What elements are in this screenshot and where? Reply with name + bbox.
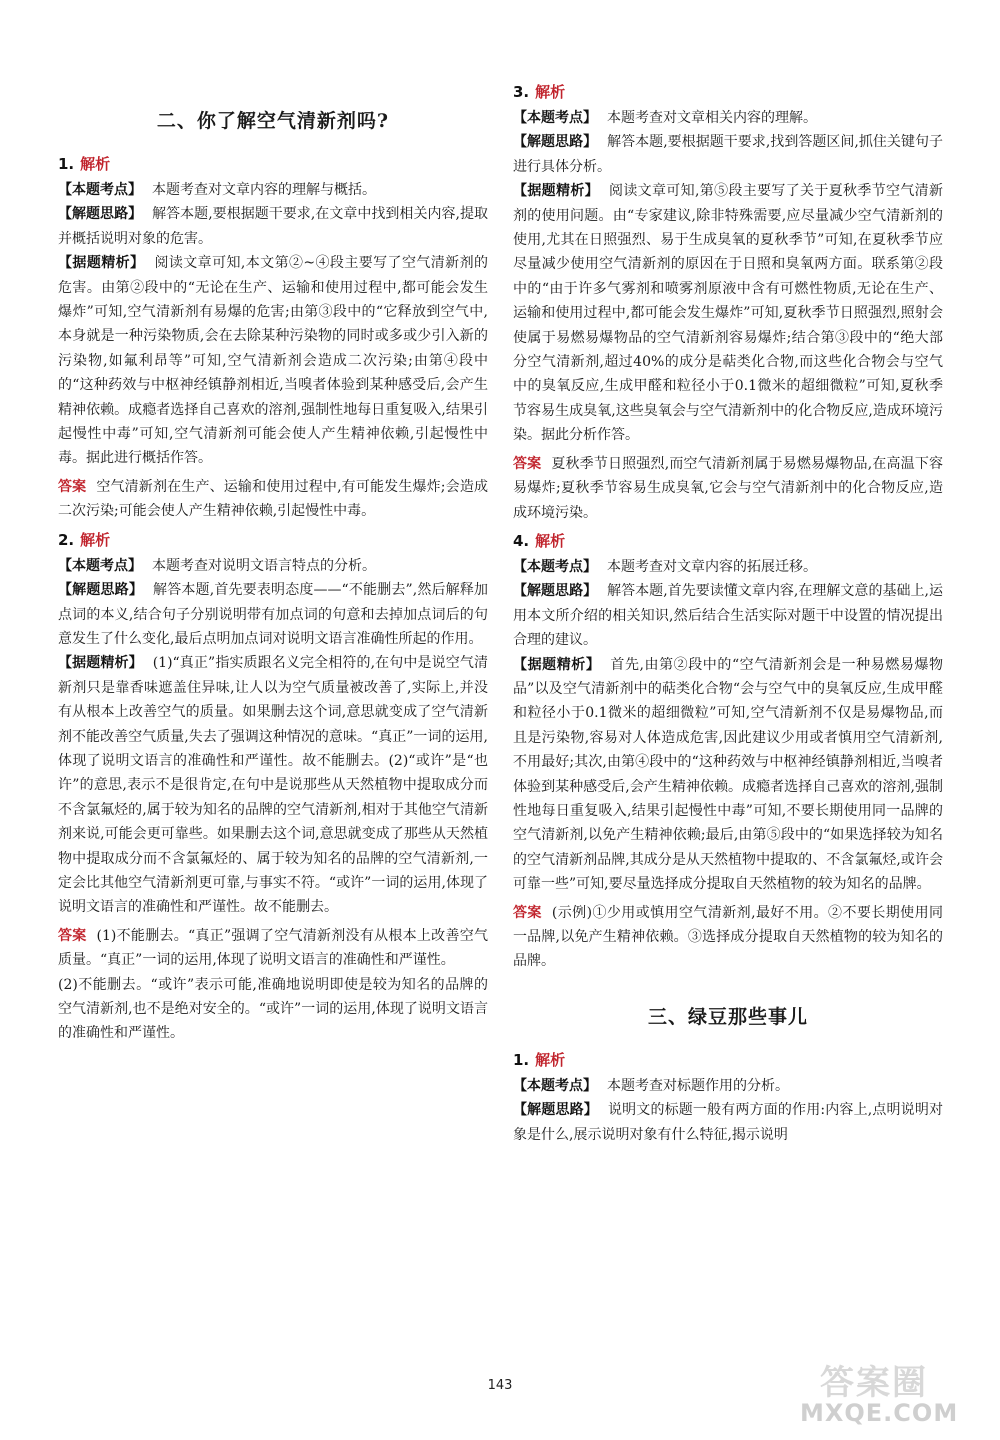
kaodian-paragraph (513, 1074, 943, 1098)
jingxi-paragraph (58, 651, 488, 919)
analysis-label: 解析 (535, 531, 566, 550)
silu-text: 解答本题,要根据题干要求,找到答题区间,抓住关键句子进行具体分析。 (513, 134, 943, 175)
watermark-text-bottom: MXQE.COM (800, 1399, 959, 1427)
analysis-label: 解析 (80, 530, 111, 549)
kaodian-text: 本题考查对文章内容的拓展迁移。 (607, 558, 817, 575)
jingxi-tag: 【据题精析】 (513, 656, 601, 673)
answer-tag: 答案 (58, 927, 87, 944)
question-number: 2. (58, 530, 75, 549)
question-header (58, 528, 488, 552)
answer-paragraph (513, 452, 943, 525)
silu-text: 说明文的标题一般有两方面的作用:内容上,点明说明对象是什么,展示说明对象有什么特征,揭示说明 (513, 1102, 943, 1143)
kaodian-tag: 【本题考点】 (58, 182, 142, 198)
silu-paragraph (513, 130, 943, 179)
question-header (513, 529, 943, 553)
question-header (513, 80, 943, 104)
question-header (58, 152, 488, 176)
question-number: 4. (513, 531, 530, 550)
silu-paragraph (513, 1098, 943, 1147)
silu-paragraph (58, 202, 488, 251)
jingxi-tag: 【据题精析】 (513, 183, 599, 200)
page-number: 143 (487, 1378, 513, 1393)
kaodian-tag: 【本题考点】 (513, 110, 597, 126)
question-4 (513, 529, 943, 974)
question-1 (58, 152, 488, 524)
kaodian-text: 本题考查对文章内容的理解与概括。 (152, 182, 376, 198)
question-2 (58, 528, 488, 1046)
section-title: 二、你了解空气清新剂吗? (156, 110, 390, 132)
silu-text: 解答本题,首先要读懂文章内容,在理解文意的基础上,运用本文所介绍的相关知识,然后结合生活实际对题干中设置的情况提出合理的建议。 (513, 583, 943, 649)
silu-text: 解答本题,首先要表明态度——“不能删去”,然后解释加点词的本义,结合句子分别说明带有加点词的句意和去掉加点词后的句意发生了什么变化,最后点明加点词对说明文语言准确性所起的作用。 (58, 582, 489, 647)
kaodian-paragraph (58, 178, 488, 202)
silu-paragraph (513, 579, 943, 652)
right-column (513, 80, 943, 1147)
silu-paragraph (58, 578, 488, 651)
section3-question-1 (513, 1048, 943, 1147)
question-3 (513, 80, 943, 525)
section-title-3: 三、绿豆那些事儿 (647, 1005, 808, 1028)
jingxi-text: 首先,由第②段中的“空气清新剂会是一种易燃易爆物品”以及空气清新剂中的萜类化合物“会与空气中的臭氧反应,生成甲醛和粒径小于0.1微米的超细微粒”可知,空气清新剂不仅是易爆物品,而且是污染物,容易对人体造成危害,因此建议少用或者慎用空气清新剂,不用最好;其次,由第④段中的“这种药效与中枢神经镇静剂相近,当嗅者体验到某种感受后,会产生精神依赖。成瘾者选择自己喜欢的溶剂,强制性地每日重复吸入,结果引起慢性中毒”可知,不要长期使用同一品牌的空气清新剂,以免产生精神依赖;最后,由第⑤段中的“如果选择较为知名的空气清新剂品牌,其成分是从天然植物中提取的、不含氯氟烃,或许会可靠一些”可知,要尽量选择成分提取自天然植物的较为知名的品牌。 (513, 656, 944, 893)
answer-text: (1)不能删去。“真正”强调了空气清新剂没有从根本上改善空气质量。“真正”一词的运用,体现了说明文语言的准确性和严谨性。 (58, 927, 488, 969)
jingxi-text: (1)“真正”指实质跟名义完全相符的,在句中是说空气清新剂只是靠香味遮盖住异味,让人以为空气质量被改善了,实际上,并没有从根本上改善空气的质量。如果删去这个词,意思就变成了空气清新剂不能改善空气质量,失去了强调这种情况的意味。“真正”一词的运用,体现了说明文语言的准确性和严谨性。故不能删去。(2)“或许”是“也许”的意思,表示不是很肯定,在句中是说那些从天然植物中提取成分而不含氯氟烃的,属于较为知名的品牌的空气清新剂,相对于其他空气清新剂来说,可能会更可靠些。如果删去这个词,意思就变成了那些从天然植物中提取成分而不含氯氟烃的、属于较为知名的品牌的空气清新剂,一定会比其他空气清新剂更可靠,与事实不符。“或许”一词的运用,体现了说明文语言的准确性和严谨性。故不能删去。 (58, 655, 488, 916)
watermark-logo (800, 1355, 995, 1435)
kaodian-text: 本题考查对标题作用的分析。 (607, 1077, 789, 1094)
question-number: 1. (58, 155, 75, 173)
jingxi-tag: 【据题精析】 (58, 655, 143, 672)
jingxi-text: 阅读文章可知,本文第②~④段主要写了空气清新剂的危害。由第②段中的“无论在生产、运输和使用过程中,都可能会发生爆炸”可知,空气清新剂有易爆的危害;由第③段中的“它释放到空气中,本身就是一种污染物质,会在去除某种污染物的同时或多或少引入新的污染物,如氟利昂等”可知,空气清新剂会造成二次污染;由第④段中的“这种药效与中枢神经镇静剂相近,当嗅者体验到某种感受后,会产生精神依赖。成瘾者选择自己喜欢的溶剂,强制性地每日重复吸入,结果引起慢性中毒”可知,空气清新剂可能会使人产生精神依赖,引起慢性中毒。据此进行概括作答。 (58, 255, 489, 467)
kaodian-tag: 【本题考点】 (513, 1077, 597, 1094)
kaodian-text: 本题考查对文章相关内容的理解。 (607, 110, 817, 126)
silu-tag: 【解题思路】 (513, 583, 598, 600)
kaodian-tag: 【本题考点】 (513, 558, 597, 575)
analysis-label: 解析 (80, 155, 111, 173)
kaodian-tag: 【本题考点】 (58, 557, 142, 574)
answer-paragraph (513, 901, 943, 974)
kaodian-paragraph (513, 106, 943, 130)
answer-paragraph-2: (2)不能删去。“或许”表示可能,准确地说明即使是较为知名的品牌的空气清新剂,也不是绝对安全的。“或许”一词的运用,体现了说明文语言的准确性和严谨性。 (58, 976, 488, 1042)
watermark-text-top: 答案圈 (820, 1363, 928, 1403)
jingxi-paragraph (58, 251, 488, 471)
answer-paragraph (58, 475, 488, 524)
question-header (513, 1048, 943, 1072)
kaodian-paragraph (58, 554, 488, 578)
jingxi-tag: 【据题精析】 (58, 255, 145, 272)
analysis-label: 解析 (535, 1050, 566, 1069)
answer-text: 夏秋季节日照强烈,而空气清新剂属于易燃易爆物品,在高温下容易爆炸;夏秋季节容易生成臭氧,它会与空气清新剂中的化合物反应,造成环境污染。 (513, 455, 943, 521)
jingxi-paragraph (513, 653, 943, 897)
answer-tag: 答案 (513, 904, 542, 921)
kaodian-paragraph (513, 555, 943, 579)
silu-tag: 【解题思路】 (58, 206, 143, 223)
answer-paragraph (58, 924, 488, 973)
jingxi-text: 阅读文章可知,第⑤段主要写了关于夏秋季节空气清新剂的使用问题。由“专家建议,除非特殊需要,应尽量减少空气清新剂的使用,尤其在日照强烈、易于生成臭氧的夏秋季节”可知,在夏秋季节应尽量减少使用空气清新剂的原因在于日照和臭氧两方面。联系第②段中的“由于许多气雾剂和喷雾剂原液中含有可燃性物质,无论在生产、运输和使用过程中,都可能会发生爆炸”可知,夏秋季节日照强烈,照射会使属于易燃易爆物品的空气清新剂容易爆炸;结合第③段中的“绝大部分空气清新剂,超过40%的成分是萜类化合物,而这些化合物会与空气中的臭氧反应,生成甲醛和粒径小于0.1微米的超细微粒”可知,夏秋季节容易生成臭氧,这些臭氧会与空气清新剂中的化合物反应,造成环境污染。据此分析作答。 (513, 183, 944, 444)
analysis-label: 解析 (535, 83, 566, 101)
silu-tag: 【解题思路】 (58, 582, 144, 599)
kaodian-text: 本题考查对说明文语言特点的分析。 (152, 557, 376, 574)
answer-text: 空气清新剂在生产、运输和使用过程中,有可能发生爆炸;会造成二次污染;可能会使人产生精神依赖,引起慢性中毒。 (58, 478, 488, 520)
silu-text: 解答本题,要根据题干要求,在文章中找到相关内容,提取并概括说明对象的危害。 (58, 206, 488, 247)
silu-tag: 【解题思路】 (513, 1102, 598, 1119)
answer-tag: 答案 (58, 478, 87, 495)
question-number: 1. (513, 1050, 530, 1069)
answer-text: (示例)①少用或慎用空气清新剂,最好不用。②不要长期使用同一品牌,以免产生精神依赖。③选择成分提取自天然植物的较为知名的品牌。 (513, 904, 943, 970)
question-number: 3. (513, 83, 530, 101)
jingxi-paragraph (513, 179, 943, 447)
left-column (58, 108, 488, 1046)
silu-tag: 【解题思路】 (513, 134, 598, 151)
answer-tag: 答案 (513, 455, 542, 472)
